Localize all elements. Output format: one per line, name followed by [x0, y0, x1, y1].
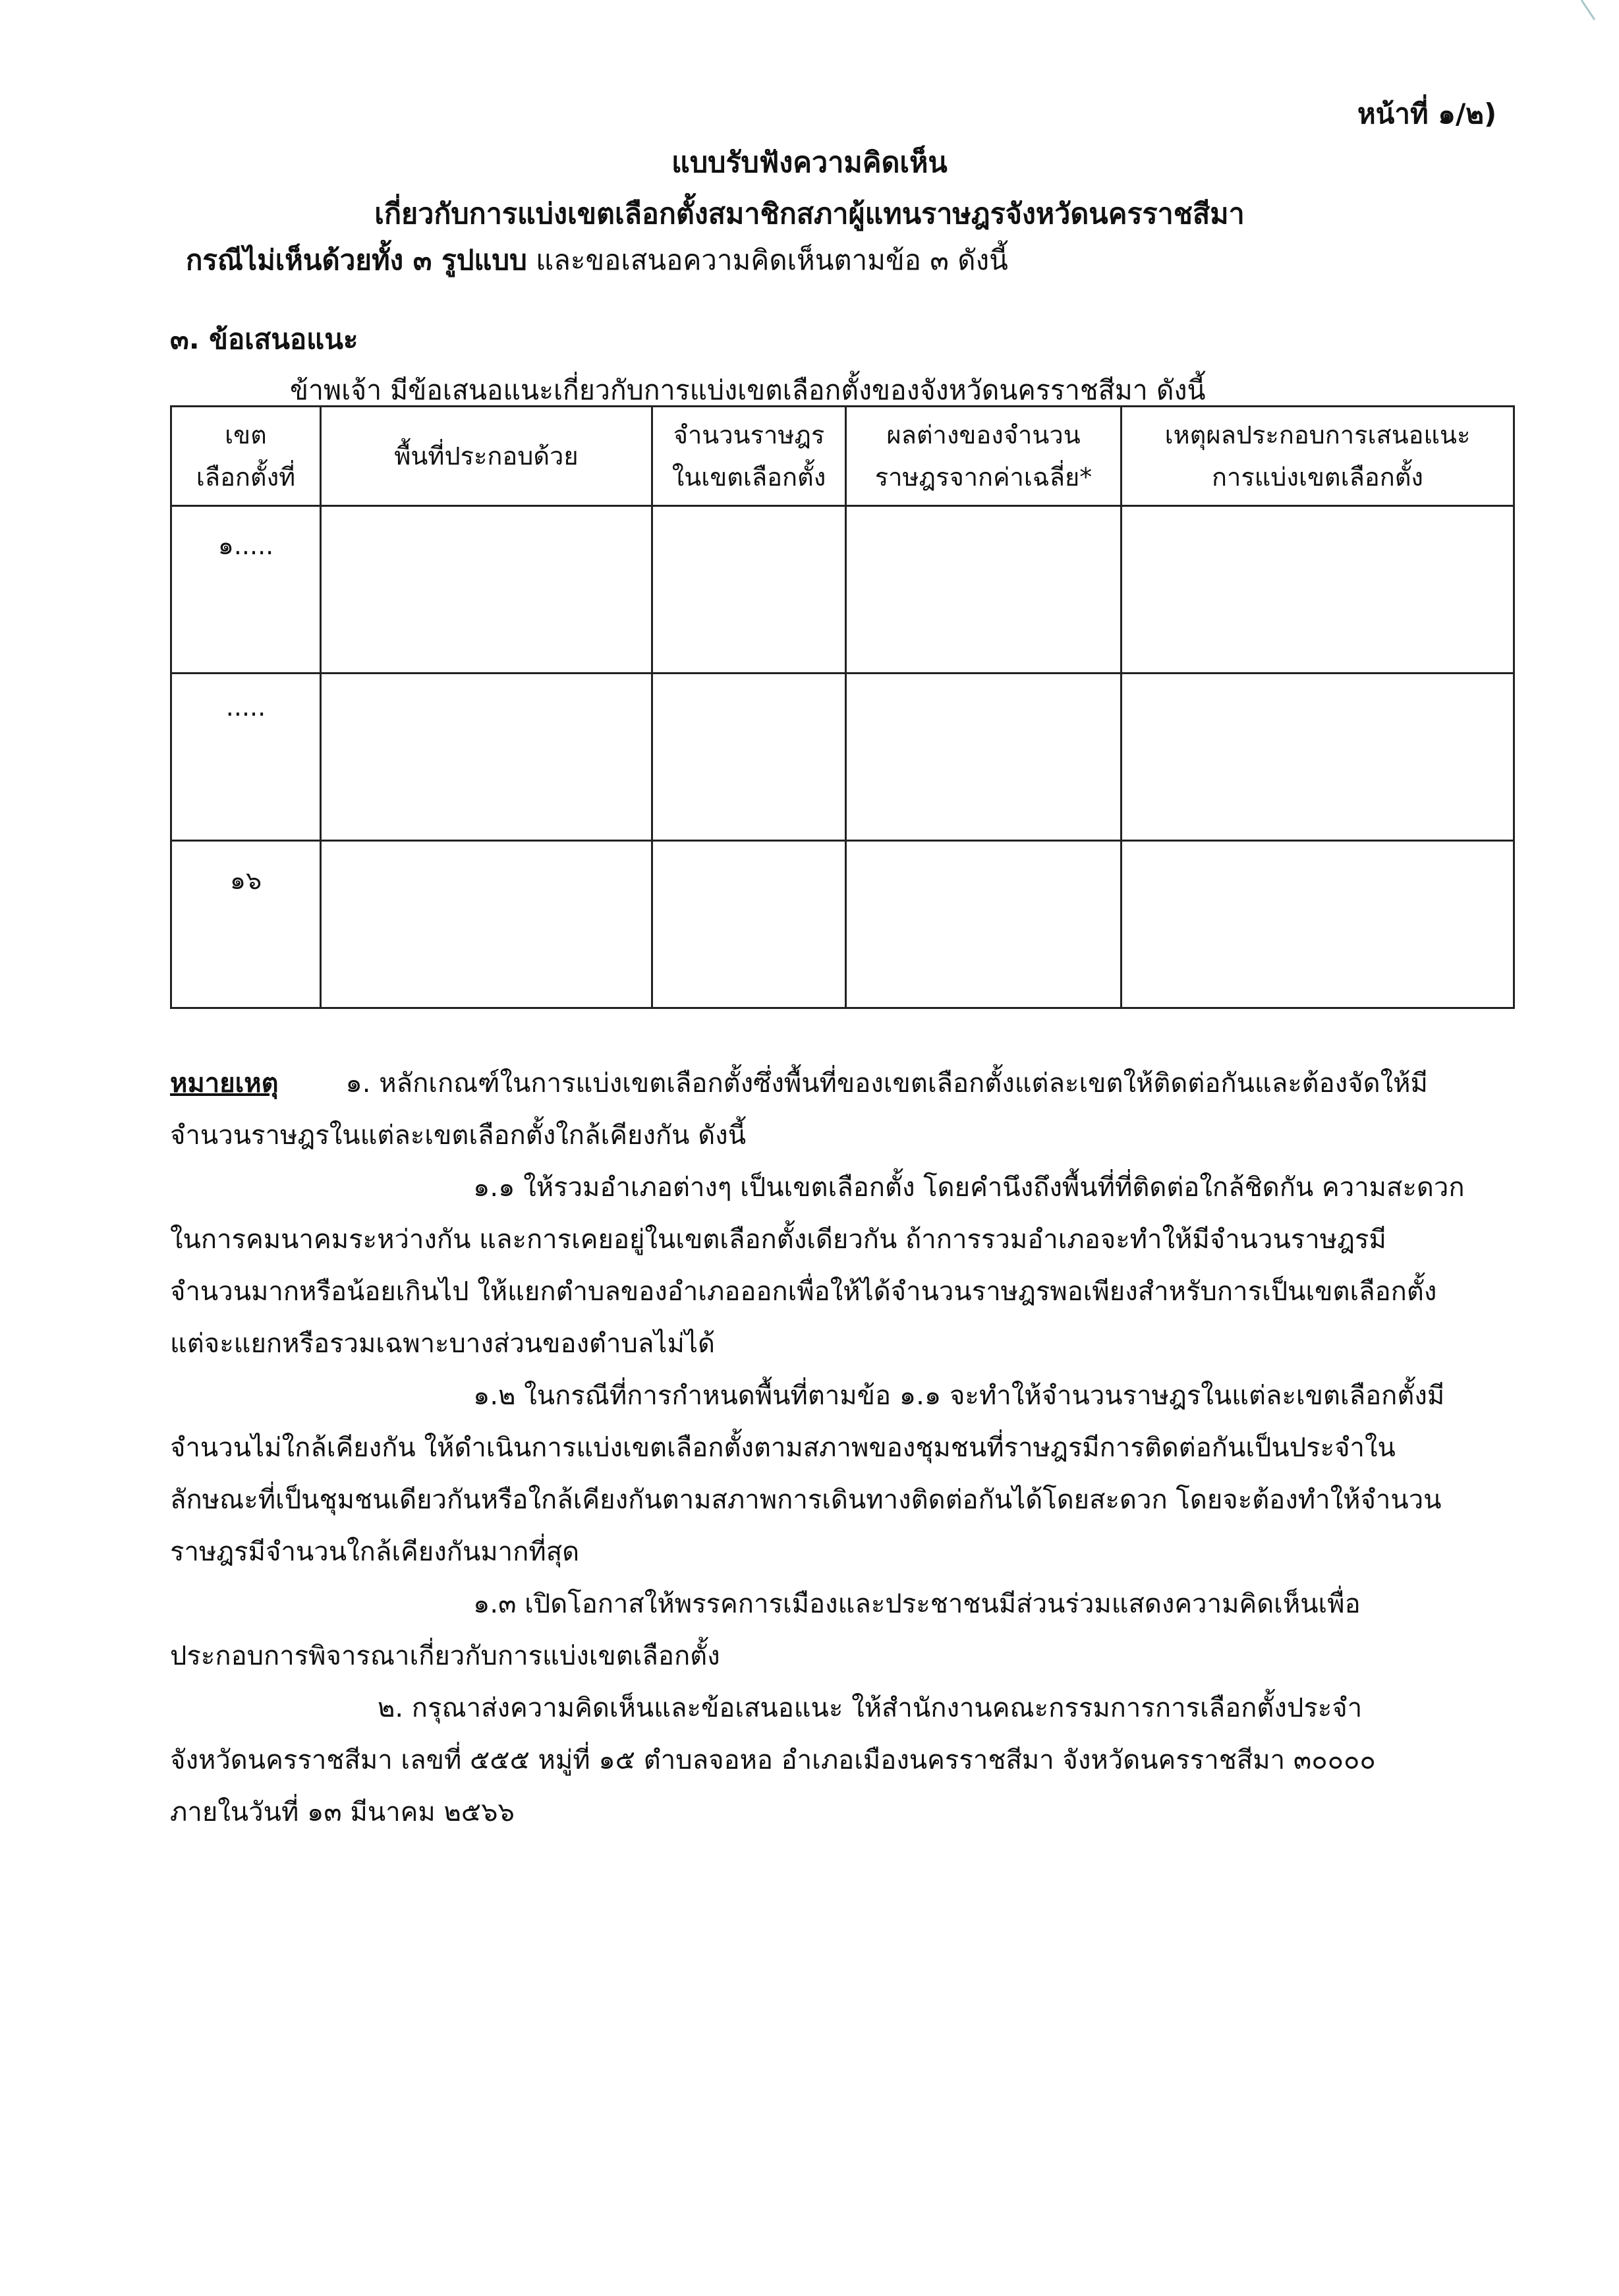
- difference-cell[interactable]: [846, 506, 1122, 674]
- header-line: พื้นที่ประกอบด้วย: [394, 442, 579, 471]
- note-line: จำนวนมากหรือน้อยเกินไป ให้แยกตำบลของอำเภอออกเพื่อให้ได้จำนวนราษฎรพอเพียงสำหรับการเป็นเขตเลือกตั้ง: [170, 1277, 1437, 1307]
- note-line: ๑.๑ ให้รวมอำเภอต่างๆ เป็นเขตเลือกตั้ง โดยคำนึงถึงพื้นที่ที่ติดต่อใกล้ชิดกัน ความสะดวก: [473, 1172, 1465, 1203]
- section-intro: ข้าพเจ้า มีข้อเสนอแนะเกี่ยวกับการแบ่งเขตเลือกตั้งของจังหวัดนครราชสีมา ดังนี้: [290, 374, 1206, 406]
- proposal-table: [170, 405, 1515, 1009]
- header-line: ราษฎรจากค่าเฉลี่ย*: [874, 463, 1093, 492]
- header-line: เลือกตั้งที่: [196, 463, 296, 492]
- difference-cell[interactable]: [846, 674, 1122, 841]
- difference-cell[interactable]: [846, 841, 1122, 1008]
- note-line: ภายในวันที่ ๑๓ มีนาคม ๒๕๖๖: [170, 1797, 515, 1827]
- header-line: เหตุผลประกอบการเสนอแนะ: [1164, 420, 1471, 449]
- header-difference: [846, 407, 1122, 506]
- district-cell[interactable]: ๑๖: [171, 841, 321, 1008]
- reason-cell[interactable]: [1122, 841, 1514, 1008]
- note-line: แต่จะแยกหรือรวมเฉพาะบางส่วนของตำบลไม่ได้: [170, 1329, 715, 1359]
- note-line: ๑.๒ ในกรณีที่การกำหนดพื้นที่ตามข้อ ๑.๑ จะทำให้จำนวนราษฎรในแต่ละเขตเลือกตั้งมี: [473, 1381, 1445, 1411]
- header-area: [321, 407, 652, 506]
- case-line-bold: กรณีไม่เห็นด้วยทั้ง ๓ รูปแบบ: [186, 244, 527, 276]
- table-row: [171, 841, 1514, 1008]
- page-number: หน้าที่ ๑/๒): [1357, 98, 1497, 130]
- section-heading: ๓. ข้อเสนอแนะ: [170, 323, 358, 355]
- header-line: ผลต่างของจำนวน: [886, 420, 1081, 449]
- case-line: [186, 239, 1008, 282]
- scan-marks: [7, 0, 1614, 26]
- note-line: ราษฎรมีจำนวนใกล้เคียงกันมากที่สุด: [170, 1537, 580, 1567]
- header-line: เขต: [225, 420, 267, 449]
- table-row: [171, 506, 1514, 674]
- header-population: [652, 407, 846, 506]
- area-cell[interactable]: [321, 506, 652, 674]
- district-cell[interactable]: ๑.....: [171, 506, 321, 674]
- note-line: จังหวัดนครราชสีมา เลขที่ ๕๕๕ หมู่ที่ ๑๕ ตำบลจอหอ อำเภอเมืองนครราชสีมา จังหวัดนครราชสีมา ๓๐๐๐๐: [170, 1745, 1376, 1775]
- header-line: จำนวนราษฎร: [673, 420, 825, 449]
- note-line: ประกอบการพิจารณาเกี่ยวกับการแบ่งเขตเลือกตั้ง: [170, 1641, 720, 1671]
- table-row: [171, 674, 1514, 841]
- form-title: แบบรับฟังความคิดเห็น: [671, 146, 948, 179]
- population-cell[interactable]: [652, 674, 846, 841]
- note-line: จำนวนไม่ใกล้เคียงกัน ให้ดำเนินการแบ่งเขตเลือกตั้งตามสภาพของชุมชนที่ราษฎรมีการติดต่อกันเป็นประจำใน: [170, 1433, 1396, 1463]
- table-header-row: [171, 407, 1514, 506]
- note-line: จำนวนราษฎรในแต่ละเขตเลือกตั้งใกล้เคียงกัน ดังนี้: [170, 1120, 747, 1151]
- notes-section: [170, 1058, 1514, 1839]
- header-district: [171, 407, 321, 506]
- header-line: การแบ่งเขตเลือกตั้ง: [1212, 463, 1423, 492]
- note-line: ๒. กรุณาส่งความคิดเห็นและข้อเสนอแนะ ให้สำนักงานคณะกรรมการการเลือกตั้งประจำ: [378, 1693, 1363, 1723]
- note-line: [170, 1058, 1514, 1110]
- area-cell[interactable]: [321, 841, 652, 1008]
- note-line: ในการคมนาคมระหว่างกัน และการเคยอยู่ในเขตเลือกตั้งเดียวกัน ถ้าการรวมอำเภอจะทำให้มีจำนวนราษฎรมี: [170, 1224, 1386, 1255]
- header-reason: [1122, 407, 1514, 506]
- note-text: ๑. หลักเกณฑ์ในการแบ่งเขตเลือกตั้งซึ่งพื้นที่ของเขตเลือกตั้งแต่ละเขตให้ติดต่อกันและต้องจัดให้มี: [278, 1068, 1428, 1099]
- area-cell[interactable]: [321, 674, 652, 841]
- header-line: ในเขตเลือกตั้ง: [671, 463, 826, 492]
- reason-cell[interactable]: [1122, 674, 1514, 841]
- reason-cell[interactable]: [1122, 506, 1514, 674]
- case-line-rest: และขอเสนอความคิดเห็นตามข้อ ๓ ดังนี้: [526, 244, 1008, 276]
- note-line: ลักษณะที่เป็นชุมชนเดียวกันหรือใกล้เคียงกันตามสภาพการเดินทางติดต่อกันได้โดยสะดวก โดยจะต้องทำให้จำนวน: [170, 1485, 1442, 1515]
- population-cell[interactable]: [652, 841, 846, 1008]
- notes-label: หมายเหตุ: [170, 1068, 279, 1099]
- population-cell[interactable]: [652, 506, 846, 674]
- form-subtitle: เกี่ยวกับการแบ่งเขตเลือกตั้งสมาชิกสภาผู้แทนราษฎรจังหวัดนครราชสีมา: [374, 198, 1245, 231]
- district-cell[interactable]: .....: [171, 674, 321, 841]
- note-line: ๑.๓ เปิดโอกาสให้พรรคการเมืองและประชาชนมีส่วนร่วมแสดงความคิดเห็นเพื่อ: [473, 1589, 1361, 1619]
